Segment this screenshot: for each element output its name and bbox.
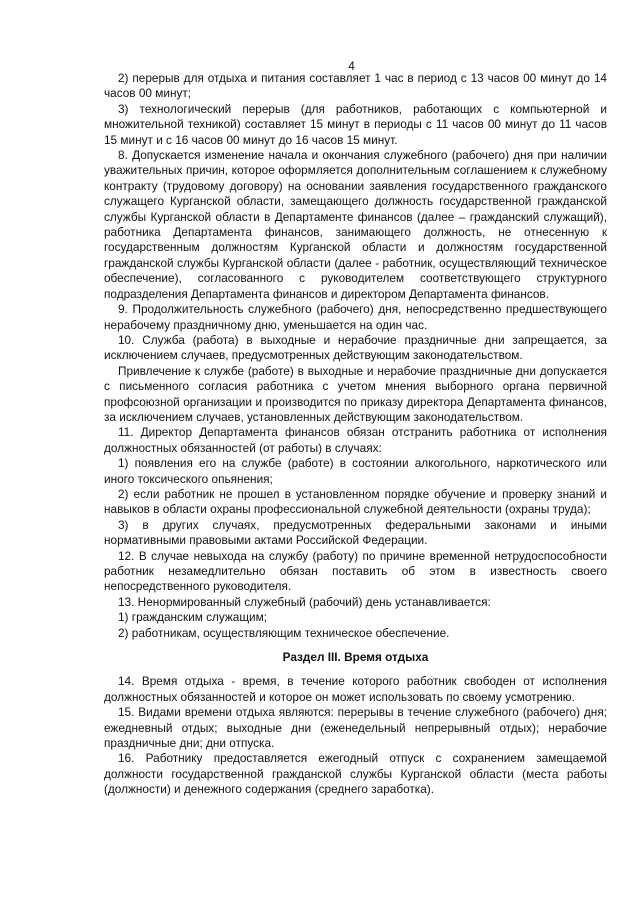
paragraph: 13. Ненормированный служебный (рабочий) день устанавливается: <box>118 594 491 609</box>
paragraph: 14. Время отдыха - время, в течение которого работник свободен от исполнения должностных обязанностей и которое он может использовать по своему усмотрению. <box>104 674 607 704</box>
paragraph: 11. Директор Департамента финансов обязан отстранить работника от исполнения должностных обязанностей (от работы) в случаях: <box>104 425 607 455</box>
paragraph: 1) гражданским служащим; <box>118 610 268 625</box>
paragraph: 2) если работник не прошел в установленном порядке обучение и проверку знаний и навыков в области охраны профессиональной служебной деятельности (охраны труда); <box>104 486 607 517</box>
paragraph: 12. В случае невыхода на службу (работу) по причине временной нетрудоспособности работник незамедлительно обязан поставить об этом в известность своего непосредственного руководителя. <box>104 548 607 594</box>
paragraph: 9. Продолжительность служебного (рабочего) дня, непосредственно предшествующего нерабочему праздничному дню, уменьшается на один час. <box>104 302 607 332</box>
paragraph: 10. Служба (работа) в выходные и нерабочие праздничные дни запрещается, за исключением случаев, предусмотренных действующим законодательством. <box>104 332 607 363</box>
paragraph: 3) в других случаях, предусмотренных федеральными законами и иными нормативными правовыми актами Российской Федерации. <box>104 517 607 548</box>
page-number: 4 <box>348 59 355 73</box>
paragraph: 1) появления его на службе (работе) в состоянии алкогольного, наркотического или иного токсического опьянения; <box>104 456 607 486</box>
paragraph: 15. Видами времени отдыха являются: перерывы в течение служебного (рабочего) дня; ежедневный отдых; выходные дни (еженедельный непрерывный отдых); нерабочие праздничные дни; дни отпуска. <box>104 705 607 751</box>
paragraph: 2) перерыв для отдыха и питания составляет 1 час в период с 13 часов 00 минут до 14 часов 00 минут; <box>104 71 607 101</box>
paragraph: 2) работникам, осуществляющим техническое обеспечение. <box>118 625 450 640</box>
paragraph: 16. Работнику предоставляется ежегодный отпуск с сохранением замещаемой должности государственной гражданской службы Курганской области (места работы (должности) и денежного содержания (среднего заработка). <box>104 751 607 797</box>
paragraph: 3) технологический перерыв (для работников, работающих с компьютерной и множительной техникой) составляет 15 минут в периоды с 11 часов 00 минут до 11 часов 15 минут и с 16 часов 00 минут до 16 часов 15 минут. <box>104 101 607 147</box>
section-heading: Раздел III. Время отдыха <box>282 650 429 665</box>
paragraph: Привлечение к службе (работе) в выходные и нерабочие праздничные дни допускается с письменного согласия работника с учетом мнения выборного органа первичной профсоюзной организации и производится по приказу директора Департамента финансов, за исключением случаев, установленных действующим законодательством. <box>104 363 607 424</box>
paragraph: 8. Допускается изменение начала и окончания служебного (рабочего) дня при наличии уважительных причин, которое оформляется дополнительным соглашением к служебному контракту (трудовому договору) на основании заявления государственного гражданского служащего Курганской области, замещающего должность государственной гражданской службы Курганской области в Департаменте финансов (далее – гражданский служащий), работника Департамента финансов, занимающего должность, не отнесенную к государственным должностям Курганской области и должностям государственной гражданской службы Курганской области (далее - работник, осуществляющий техническое обеспечение), согласованного с руководителем соответствующего структурного подразделения Департамента финансов и директором Департамента финансов. <box>104 148 607 301</box>
